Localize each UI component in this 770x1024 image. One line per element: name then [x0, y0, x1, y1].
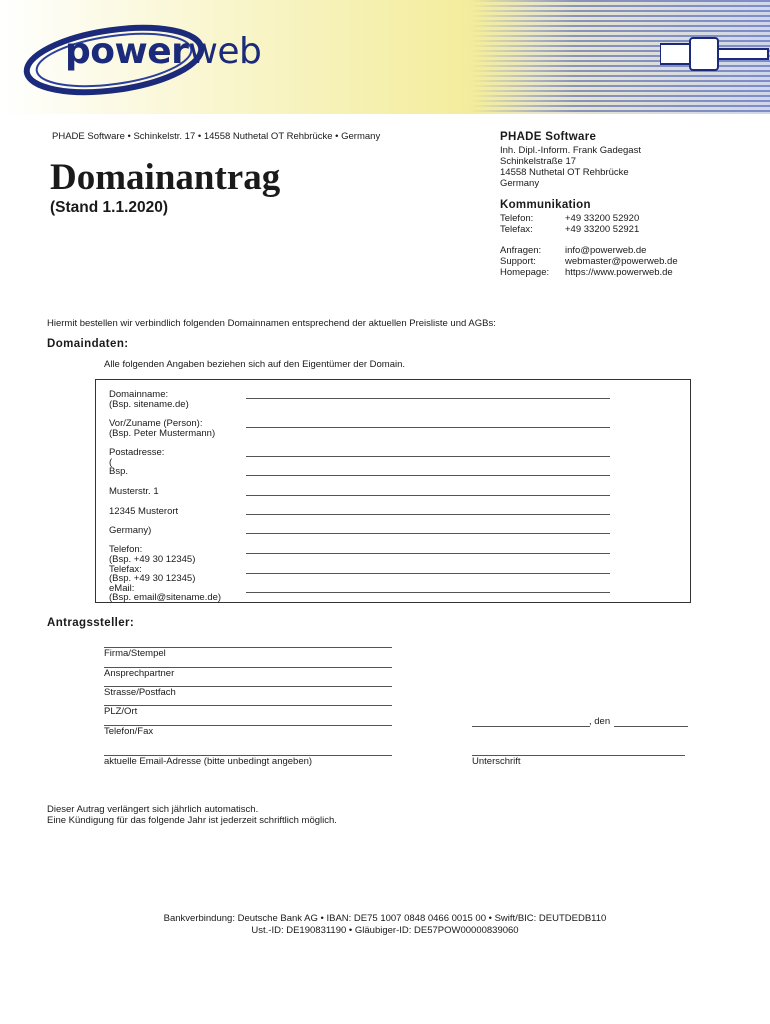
renewal-note: Dieser Autrag verlängert sich jährlich automatisch.: [47, 804, 259, 815]
footer-tax-ids: Ust.-ID: DE190831190 • Gläubiger-ID: DE57POW00000839060: [251, 925, 519, 936]
den-label: , den: [589, 716, 611, 727]
domainname-input-line[interactable]: [246, 398, 610, 399]
company-line-3: 14558 Nuthetal OT Rehbrücke: [500, 167, 629, 178]
name-label: Vor/Zuname (Person):: [109, 418, 203, 429]
telefax-value: +49 33200 52921: [565, 224, 640, 235]
place-input-line[interactable]: [472, 726, 590, 727]
telefon-label: Telefon:: [500, 213, 534, 224]
footer-bank-details: Bankverbindung: Deutsche Bank AG • IBAN: DE75 1007 0848 0466 0015 00 • Swift/BIC: DEUTDEDB110: [163, 913, 607, 924]
anfragen-label: Anfragen:: [500, 245, 542, 256]
telefon-fax-label: Telefon/Fax: [104, 726, 154, 737]
postadresse-paren: (: [109, 457, 113, 468]
telefon-input-line[interactable]: [246, 553, 610, 554]
company-line-4: Germany: [500, 178, 540, 189]
domaindaten-note: Alle folgenden Angaben beziehen sich auf den Eigentümer der Domain.: [104, 359, 406, 370]
postadresse-street: Musterstr. 1: [109, 486, 159, 497]
company-name: PHADE Software: [500, 131, 597, 143]
postadresse-city: 12345 Musterort: [109, 506, 179, 517]
email-field-example: (Bsp. email@sitename.de): [109, 592, 222, 603]
domainname-label: Domainname:: [109, 389, 169, 400]
logo-text-power: power: [65, 31, 189, 72]
homepage-label: Homepage:: [500, 267, 550, 278]
postadresse-label: Postadresse:: [109, 447, 165, 458]
signature-label: Unterschrift: [472, 756, 521, 767]
company-line-1: Inh. Dipl.-Inform. Frank Gadegast: [500, 145, 641, 156]
domain-data-box: [95, 379, 691, 603]
ansprechpartner-label: Ansprechpartner: [104, 668, 175, 679]
homepage-link[interactable]: https://www.powerweb.de: [565, 267, 673, 278]
intro-text: Hiermit bestellen wir verbindlich folgenden Domainnamen entsprechend der aktuellen Preisliste und AGBs:: [47, 318, 496, 329]
anfragen-email-link[interactable]: info@powerweb.de: [565, 245, 647, 256]
company-line-2: Schinkelstraße 17: [500, 156, 577, 167]
plz-input-line[interactable]: [104, 705, 392, 706]
sender-address-line: PHADE Software • Schinkelstr. 17 • 14558 Nuthetal OT Rehbrücke • Germany: [52, 131, 381, 142]
page-subtitle: (Stand 1.1.2020): [50, 199, 169, 216]
antragssteller-heading: Antragssteller:: [47, 617, 135, 629]
date-input-line[interactable]: [614, 726, 688, 727]
postadresse-input-line-3[interactable]: [246, 495, 610, 496]
network-plug-icon: [660, 30, 770, 80]
name-example: (Bsp. Peter Mustermann): [109, 428, 216, 439]
kommunikation-heading: Kommunikation: [500, 199, 591, 211]
plz-label: PLZ/Ort: [104, 706, 138, 717]
email-field-label: eMail:: [109, 583, 135, 594]
domainname-example: (Bsp. sitename.de): [109, 399, 189, 410]
postadresse-country: Germany): [109, 525, 152, 536]
powerweb-logo: [65, 32, 261, 72]
email-input-line[interactable]: [246, 592, 610, 593]
telefon-field-label: Telefon:: [109, 544, 143, 555]
postadresse-input-line-4[interactable]: [246, 514, 610, 515]
support-label: Support:: [500, 256, 536, 267]
telefon-field-example: (Bsp. +49 30 12345): [109, 554, 196, 565]
email-address-label: aktuelle Email-Adresse (bitte unbedingt angeben): [104, 756, 313, 767]
telefax-label: Telefax:: [500, 224, 533, 235]
telefon-value: +49 33200 52920: [565, 213, 640, 224]
telefax-field-label: Telefax:: [109, 564, 142, 575]
logo-text-web: web: [188, 31, 262, 72]
strasse-label: Strasse/Postfach: [104, 687, 176, 698]
support-email-link[interactable]: webmaster@powerweb.de: [565, 256, 678, 267]
firma-label: Firma/Stempel: [104, 648, 166, 659]
name-input-line[interactable]: [246, 427, 610, 428]
domaindaten-heading: Domaindaten:: [47, 338, 129, 350]
postadresse-bsp: Bsp.: [109, 466, 129, 477]
postadresse-input-line-2[interactable]: [246, 475, 610, 476]
cancellation-note: Eine Kündigung für das folgende Jahr ist jederzeit schriftlich möglich.: [47, 815, 337, 826]
page-title: Domainantrag: [50, 157, 281, 198]
postadresse-input-line-5[interactable]: [246, 533, 610, 534]
telefax-input-line[interactable]: [246, 573, 610, 574]
postadresse-input-line-1[interactable]: [246, 456, 610, 457]
telefax-field-example: (Bsp. +49 30 12345): [109, 573, 196, 584]
